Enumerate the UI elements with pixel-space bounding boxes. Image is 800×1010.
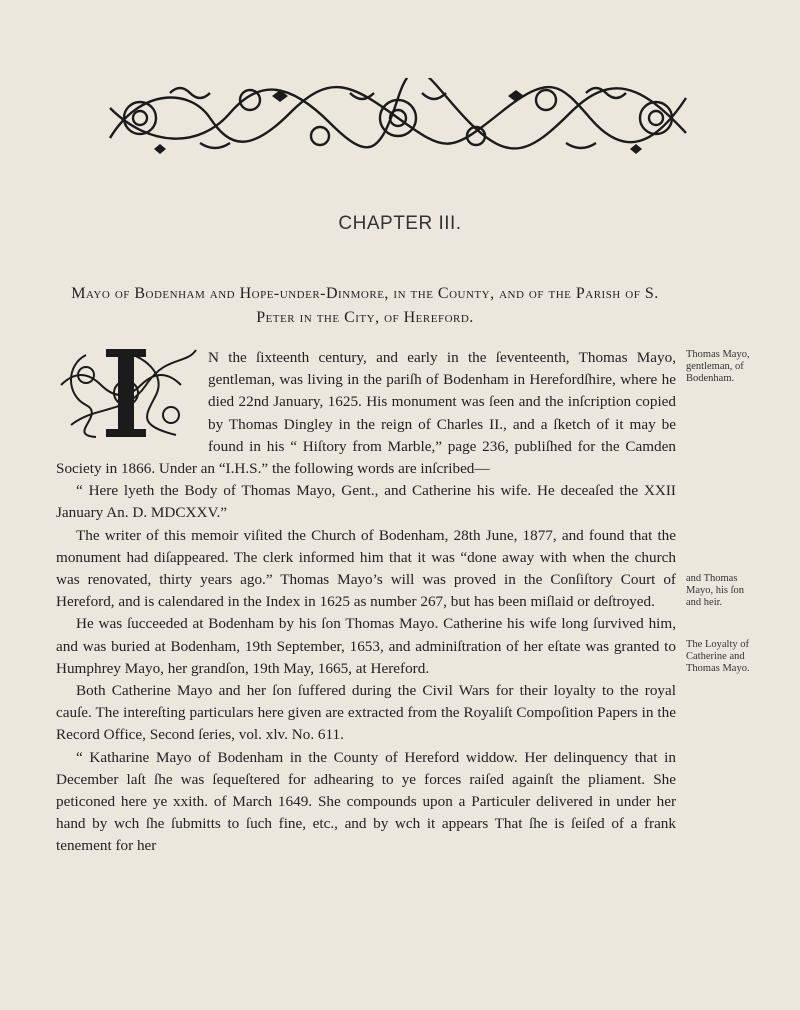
margin-note: Thomas Mayo, gentleman, of Bodenham. [686, 349, 750, 384]
paragraph: “ Katharine Mayo of Bodenham in the County of Hereford widdow. Her delinquency that in December laſt ſhe was ſequeſtered for adhearing to ye forces raiſed againſt the pliament. She peticoned here ye xxith. of March 1649. She compounds upon a Particuler delivered in under her hand by wch ſhe ſubmitts to ſuch fine, etc., and by wch it appears That ſhe is ſeiſed of a frank tenement for her [56, 748, 676, 855]
chapter-subtitle: Mayo of Bodenham and Hope-under-Dinmore, in the County, and of the Parish of S. Peter in the City, of Hereford. [71, 285, 659, 326]
decorated-initial-icon [56, 345, 202, 441]
paragraph: The writer of this memoir viſited the Church of Bodenham, 28th June, 1877, and found that the monument had diſappeared. The clerk informed him that it was “done away with when the church was renovated, thirty years ago.” Thomas Mayo’s will was proved in the Conſiſtory Court of Hereford, and is calendared in the Index in 1625 as number 267, but has been miſlaid or deſtroyed. [56, 526, 676, 611]
paragraph: “ Here lyeth the Body of Thomas Mayo, Gent., and Catherine his wife. He deceaſed the XXII January An. D. MDCXXV.” [56, 482, 676, 522]
paragraph-text: N the ſixteenth century, and early in the ſeventeenth, Thomas Mayo, gentleman, was living in the pariſh of Bodenham in Herefordſhire, where he died 22nd January, 1625. His monument was ſeen and the inſcription copied by Thomas Dingley in the reign of Charles II., and a ſketch of it may be found in his “ Hiſtory from Marble,” page 236, publiſhed for the Camden Society in 1866. Under an “I.H.S.” the following words are inſcribed— [56, 349, 676, 478]
margin-note: The Loyalty of Catherine and Thomas Mayo. [686, 639, 750, 674]
margin-note: and Thomas Mayo, his ſon and heir. [686, 573, 745, 608]
paragraph: He was ſucceeded at Bodenham by his ſon Thomas Mayo. Catherine his wife long ſurvived him, and was buried at Bodenham, 19th September, 1653, and adminiſtration of her eſtate was granted to Humphrey Mayo, her grandſon, 19th May, 1665, at Hereford. [56, 615, 676, 677]
paragraph: Both Catherine Mayo and her ſon ſuffered during the Civil Wars for their loyalty to the royal cauſe. The intereſting particulars here given are extracted from the Royaliſt Compoſition Papers in the Record Office, Second ſeries, vol. xlv. No. 611. [56, 682, 676, 744]
floral-headpiece-ornament-icon [100, 78, 696, 156]
chapter-title: CHAPTER III. [338, 213, 462, 234]
